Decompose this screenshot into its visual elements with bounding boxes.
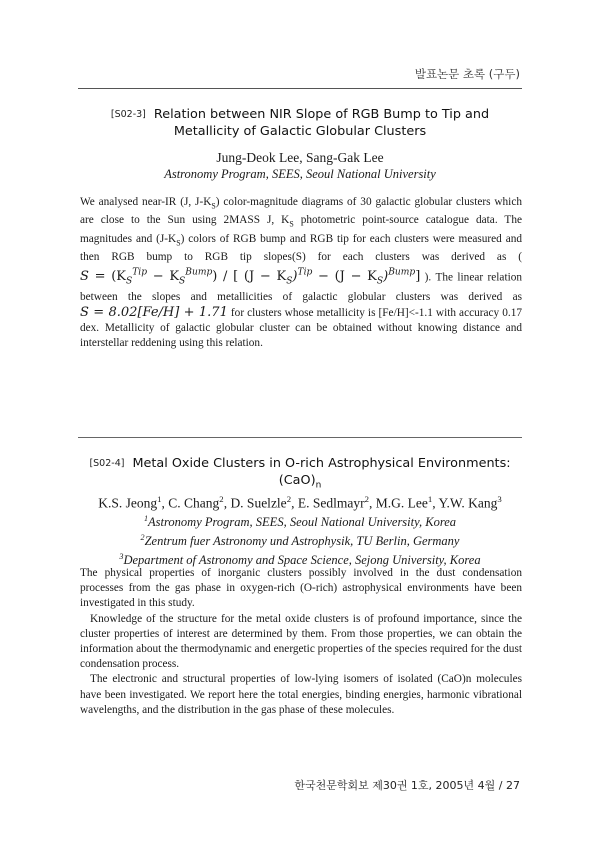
abstract1-body: [80, 195, 522, 352]
author-name: Y.W. Kang: [438, 495, 498, 511]
author-mark: 1: [157, 494, 162, 504]
section-header: 발표논문 초록 (구두): [414, 67, 520, 81]
abstract2-body: [80, 566, 522, 718]
author-mark: 1: [427, 494, 433, 504]
abstract2-affiliations: [78, 511, 522, 568]
abstract2-authors: K.S. Jeong$^1$, C. Chang$^2$, D. Suelzle$^2$, E. Sedlmayr$^2$, M.G. Lee$^1$, Y.W. Kang$^3$: [98, 494, 502, 511]
author-name: C. Chang: [168, 495, 220, 511]
abstract2-paragraph: The electronic and structural properties of low-lying isomers of isolated (CaO)n molecules have been investigated. We report here the total energies, binding energies, harmonic vibrational wavelengths, and the distribution in the gas phase of these molecules.: [80, 673, 522, 716]
abstract1-title-line2: Metallicity of Galactic Globular Clusters: [173, 124, 427, 139]
abstract2-title-line1: [78, 455, 522, 472]
abstract2-title-line2: [78, 472, 522, 495]
page-footer: 한국천문학회보 제30권 1호, 2005년 4월 / 27: [294, 779, 520, 792]
eq-sup-bump: Bump: [185, 267, 213, 278]
abstract1-text-1: We analysed near-IR (J, J-K: [80, 196, 212, 208]
abstract1-text-5: ). The linear relation between the slopes and metallicities of galactic globular clusters was derived as: [80, 270, 523, 303]
abstract1-code: [S02-3]: [110, 109, 146, 120]
eq-sup-bump: Bump: [388, 267, 416, 278]
eq-part: = (K: [88, 268, 126, 284]
eq-sub: S: [286, 276, 293, 287]
author-mark: 2: [364, 494, 369, 504]
top-divider: [78, 88, 522, 89]
affiliation-mark: 1: [143, 514, 149, 523]
eq-part: − (J − K: [312, 268, 377, 284]
affiliation-text: Zentrum fuer Astronomy und Astrophysik, TU Berlin, Germany: [144, 534, 460, 549]
abstract1-title: [78, 106, 522, 140]
eq-sub: S: [126, 276, 133, 287]
abstract1-title-text1: Relation between NIR Slope of RGB Bump to Tip and: [153, 107, 490, 122]
abstract1-title-line1: [78, 106, 522, 123]
author-name: E. Sedlmayr: [297, 495, 365, 511]
author-mark: 2: [219, 494, 224, 504]
abstract-divider: [78, 437, 522, 438]
eq-sub: S: [179, 276, 186, 287]
affiliation-mark: 3: [119, 552, 124, 562]
eq-part: − K: [147, 268, 180, 284]
author-mark: 2: [286, 494, 292, 504]
metallicity-equation: S = 8.02[Fe/H] + 1.71: [80, 304, 228, 320]
abstract2-title: [78, 455, 522, 495]
affiliation-text: Astronomy Program, SEES, Seoul National University, Korea: [148, 515, 457, 530]
author-name: D. Suelzle: [230, 495, 287, 511]
abstract1-paragraph: [80, 195, 522, 352]
abstract1-text-2: ) color-magnitude diagrams of 30 galactic globular clusters which are close to the Sun using 2MASS J, K: [80, 196, 522, 227]
abstract2-paragraph: Knowledge of the structure for the metal oxide clusters is of profound importance, since the cluster properties of interest are determined by them. From those properties, we can obtain the information about the thermodynamic and energetic properties of the species required for the dust condensation process.: [80, 612, 522, 671]
abstract2-code: [S02-4]: [89, 458, 125, 469]
abstract1-affiliation: Astronomy Program, SEES, Seoul National University: [164, 167, 436, 181]
eq-sub: S: [376, 276, 384, 287]
ks-subscript: S: [289, 219, 294, 229]
affiliation-line: [78, 511, 522, 530]
abstract2-title-text1: Metal Oxide Clusters in O-rich Astrophysical Environments:: [132, 456, 511, 471]
author-name: M.G. Lee: [375, 495, 428, 511]
abstract1-text-6: for clusters whose metallicity is [Fe/H]<-1.1 with accuracy 0.17 dex. Metallicity of galactic globular cluster can be obtained without knowing distance and interstellar reddening using this relation.: [80, 306, 522, 350]
affiliation-mark: 2: [140, 533, 145, 543]
abstract2-title-subscript: n: [315, 480, 322, 491]
eq-part: ]: [415, 268, 421, 284]
abstract1-authors: Jung-Deok Lee, Sang-Gak Lee: [216, 150, 384, 165]
abstract2-paragraph: The physical properties of inorganic clusters possibly involved in the dust condensation processes from the gas phase in oxygen-rich (O-rich) astrophysical environments have been investigated in this study.: [80, 567, 522, 610]
eq-s: S: [80, 268, 89, 284]
slope-equation: $S = (K_S^{Tip} - K_S^{Bump})$ / [ $(J - K_S)^{Tip} - (J - K_S)^{Bump}$]: [80, 267, 421, 287]
ks-subscript: S: [176, 238, 181, 248]
eq-sup-tip: Tip: [297, 267, 313, 278]
abstract1-text-4: ) colors of RGB bump and RGB tip for each clusters were measured and then RGB bump to RGB tip slopes(S) for each clusters was derived as (: [80, 232, 523, 264]
abstract1-text-3: photometric point-source catalogue data. The magnitudes and (J-K: [80, 214, 522, 245]
affiliation-text: Department of Astronomy and Space Science, Sejong University, Korea: [123, 553, 481, 568]
author-mark: 3: [497, 494, 502, 504]
abstract2-title-text2: (CaO): [278, 473, 316, 488]
author-name: K.S. Jeong: [98, 495, 158, 511]
affiliation-line: [78, 530, 522, 549]
eq-part: ) / [ (J − K: [212, 268, 287, 284]
ks-subscript: S: [211, 201, 216, 211]
eq-sup-tip: Tip: [132, 267, 148, 278]
